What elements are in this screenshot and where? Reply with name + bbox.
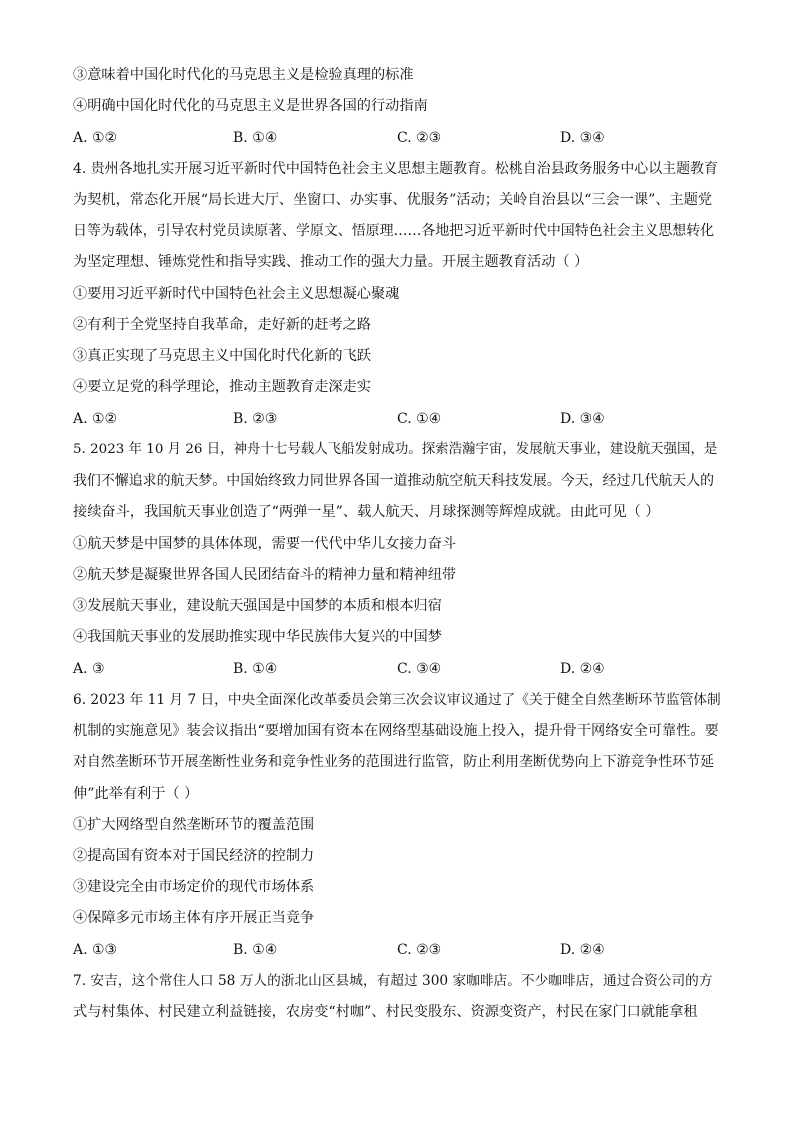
q3-option-b: B. ①④ (233, 130, 278, 146)
q6-stem-line: 6. 2023 年 11 月 7 日，中央全面深化改革委员会第三次会议审议通过了《关于健全自然垄断环节监管体制 (73, 692, 721, 708)
q5-option-d: D. ②④ (560, 661, 605, 677)
q6-option-d: D. ②④ (560, 942, 605, 958)
q4-item-1: ①要用习近平新时代中国特色社会主义思想凝心聚魂 (73, 286, 400, 302)
q5-item-2: ②航天梦是凝聚世界各国人民团结奋斗的精神力量和精神纽带 (73, 567, 457, 583)
q5-options (73, 659, 723, 679)
q4-option-a: A. ①② (73, 411, 118, 427)
q4-item-2: ②有利于全党坚持自我革命，走好新的赶考之路 (73, 317, 371, 333)
q3-option-d: D. ③④ (560, 130, 605, 146)
q6-item-3: ③建设完全由市场定价的现代市场体系 (73, 879, 315, 895)
q4-stem-line: 4. 贵州各地扎实开展习近平新时代中国特色社会主义思想主题教育。松桃自治县政务服务中心以主题教育 (73, 161, 718, 177)
q6-item-2: ②提高国有资本对于国民经济的控制力 (73, 848, 315, 864)
q6-option-b: B. ①④ (233, 942, 278, 958)
q4-stem-line: 为坚定理想、锤炼党性和指导实践、推动工作的强大力量。开展主题教育活动（ ） (73, 254, 589, 270)
q5-stem-line: 我们不懈追求的航天梦。中国始终致力同世界各国一道推动航空航天科技发展。今天，经过几代航天人的 (73, 473, 715, 489)
q6-stem-line: 对自然垄断环节开展垄断性业务和竞争性业务的范围进行监管，防止利用垄断优势向上下游竞争性环节延 (73, 754, 715, 770)
q4-option-b: B. ②③ (233, 411, 278, 427)
q3-option-a: A. ①② (73, 130, 118, 146)
q5-item-1: ①航天梦是中国梦的具体体现，需要一代代中华儿女接力奋斗 (73, 536, 457, 552)
q6-option-c: C. ②③ (397, 942, 442, 958)
q6-item-4: ④保障多元市场主体有序开展正当竞争 (73, 910, 315, 926)
q4-stem-line: 日等为载体，引导农村党员读原著、学原文、悟原理……各地把习近平新时代中国特色社会主义思想转化 (73, 223, 715, 239)
q4-options (73, 409, 723, 429)
q6-stem-line: 机制的实施意见》装会议指出“要增加国有资本在网络型基础设施上投入，提升骨干网络安全可靠性。要 (73, 723, 719, 739)
q6-option-a: A. ①③ (73, 942, 118, 958)
q5-stem-line: 5. 2023 年 10 月 26 日，神舟十七号载人飞船发射成功。探索浩瀚宇宙，发展航天事业，建设航天强国，是 (73, 442, 718, 457)
q3-option-c: C. ②③ (397, 130, 442, 146)
q4-stem-line: 为契机，常态化开展“局长进大厅、坐窗口、办实事、优服务”活动；关岭自治县以“三会一课”、主题党 (73, 192, 713, 208)
q6-item-1: ①扩大网络型自然垄断环节的覆盖范围 (73, 817, 315, 833)
q7-stem-line: 式与村集体、村民建立利益链接，农房变“村咖”、村民变股东、资源变资产，村民在家门口就能拿租 (73, 1004, 698, 1020)
q5-stem-line: 接续奋斗，我国航天事业创造了“两弹一星”、载人航天、月球探测等辉煌成就。由此可见（ ） (73, 504, 660, 520)
q5-option-c: C. ③④ (397, 661, 442, 677)
q4-option-c: C. ①④ (397, 411, 442, 427)
q4-item-4: ④要立足党的科学理论，推动主题教育走深走实 (73, 379, 371, 395)
q5-option-a: A. ③ (73, 661, 105, 677)
q4-item-3: ③真正实现了马克思主义中国化时代化新的飞跃 (73, 348, 371, 364)
q5-item-4: ④我国航天事业的发展助推实现中华民族伟大复兴的中国梦 (73, 629, 442, 645)
q3-item-3: ③意味着中国化时代化的马克思主义是检验真理的标准 (73, 67, 414, 83)
q6-options (73, 940, 723, 960)
q4-option-d: D. ③④ (560, 411, 605, 427)
q5-item-3: ③发展航天事业，建设航天强国是中国梦的本质和根本归宿 (73, 598, 442, 614)
q3-item-4: ④明确中国化时代化的马克思主义是世界各国的行动指南 (73, 98, 428, 114)
q5-option-b: B. ①④ (233, 661, 278, 677)
q3-options (73, 128, 723, 148)
q7-stem-line: 7. 安吉，这个常住人口 58 万人的浙北山区县城，有超过 300 家咖啡店。不少咖啡店，通过合资公司的方 (73, 973, 713, 989)
q6-stem-line: 伸”此举有利于（ ） (73, 786, 199, 802)
